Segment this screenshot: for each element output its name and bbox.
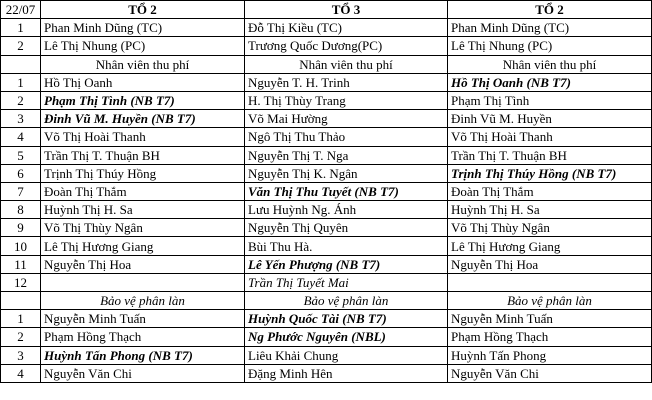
row-index[interactable]: 4 xyxy=(1,128,41,146)
cell[interactable]: Huỳnh Thị H. Sa xyxy=(448,201,652,219)
team-header-1[interactable]: TỔ 2 xyxy=(41,1,245,19)
table-row xyxy=(1,182,652,200)
cell[interactable]: Phạm Thị Tình (NB T7) xyxy=(41,91,245,109)
cell[interactable]: Ng Phước Nguyên (NBL) xyxy=(245,328,448,346)
cell[interactable]: Nguyễn Văn Chi xyxy=(41,364,245,382)
cell[interactable]: Huỳnh Quốc Tài (NB T7) xyxy=(245,310,448,328)
cell[interactable]: H. Thị Thùy Trang xyxy=(245,91,448,109)
cell[interactable]: Huỳnh Tấn Phong xyxy=(448,346,652,364)
cell[interactable]: Nguyễn Văn Chi xyxy=(448,364,652,382)
cell[interactable]: Đặng Minh Hên xyxy=(245,364,448,382)
row-index[interactable]: 5 xyxy=(1,146,41,164)
header-row xyxy=(1,1,652,19)
cell[interactable]: Nguyễn Thị Hoa xyxy=(41,255,245,273)
date-cell[interactable]: 22/07 xyxy=(1,1,41,19)
cell[interactable]: Nguyễn Thị K. Ngân xyxy=(245,164,448,182)
row-index[interactable]: 11 xyxy=(1,255,41,273)
cell[interactable] xyxy=(1,55,41,73)
cell[interactable]: Võ Thị Thùy Ngân xyxy=(448,219,652,237)
table-row xyxy=(1,128,652,146)
row-index[interactable]: 4 xyxy=(1,364,41,382)
cell[interactable]: Phạm Thị Tình xyxy=(448,91,652,109)
row-index[interactable]: 2 xyxy=(1,37,41,55)
cell[interactable]: Hồ Thị Oanh xyxy=(41,73,245,91)
cell[interactable]: Trần Thị T. Thuận BH xyxy=(41,146,245,164)
cell[interactable]: Liêu Khải Chung xyxy=(245,346,448,364)
section-row-guard xyxy=(1,292,652,310)
table-row xyxy=(1,19,652,37)
cell[interactable]: Đoàn Thị Thắm xyxy=(448,182,652,200)
table-row xyxy=(1,328,652,346)
cell[interactable]: Phan Minh Dũng (TC) xyxy=(448,19,652,37)
table-row xyxy=(1,346,652,364)
section-label[interactable]: Nhân viên thu phí xyxy=(245,55,448,73)
row-index[interactable]: 9 xyxy=(1,219,41,237)
cell[interactable]: Trịnh Thị Thúy Hồng (NB T7) xyxy=(448,164,652,182)
table-row xyxy=(1,146,652,164)
cell[interactable]: Đinh Vũ M. Huyền (NB T7) xyxy=(41,110,245,128)
cell[interactable]: Lê Thị Nhung (PC) xyxy=(41,37,245,55)
cell[interactable]: Lưu Huỳnh Ng. Ánh xyxy=(245,201,448,219)
cell[interactable]: Huỳnh Tấn Phong (NB T7) xyxy=(41,346,245,364)
cell[interactable]: Võ Mai Hường xyxy=(245,110,448,128)
cell[interactable]: Ngô Thị Thu Thảo xyxy=(245,128,448,146)
cell[interactable]: Nguyễn Thị T. Nga xyxy=(245,146,448,164)
cell[interactable]: Võ Thị Hoài Thanh xyxy=(448,128,652,146)
cell[interactable]: Võ Thị Thùy Ngân xyxy=(41,219,245,237)
team-header-3[interactable]: TỔ 2 xyxy=(448,1,652,19)
cell[interactable]: Trương Quốc Dương(PC) xyxy=(245,37,448,55)
cell[interactable]: Hồ Thị Oanh (NB T7) xyxy=(448,73,652,91)
cell[interactable]: Đỗ Thị Kiều (TC) xyxy=(245,19,448,37)
row-index[interactable]: 1 xyxy=(1,310,41,328)
cell[interactable]: Bùi Thu Hà. xyxy=(245,237,448,255)
cell[interactable] xyxy=(448,273,652,291)
cell[interactable]: Đoàn Thị Thắm xyxy=(41,182,245,200)
cell[interactable]: Nguyễn Thị Hoa xyxy=(448,255,652,273)
cell[interactable]: Trần Thị T. Thuận BH xyxy=(448,146,652,164)
cell[interactable]: Huỳnh Thị H. Sa xyxy=(41,201,245,219)
row-index[interactable]: 1 xyxy=(1,73,41,91)
row-index[interactable]: 3 xyxy=(1,110,41,128)
section-label[interactable]: Bảo vệ phân làn xyxy=(41,292,245,310)
row-index[interactable]: 3 xyxy=(1,346,41,364)
cell[interactable]: Phan Minh Dũng (TC) xyxy=(41,19,245,37)
table-row xyxy=(1,73,652,91)
cell[interactable]: Văn Thị Thu Tuyết (NB T7) xyxy=(245,182,448,200)
cell[interactable]: Phạm Hồng Thạch xyxy=(41,328,245,346)
cell[interactable]: Nguyễn Minh Tuấn xyxy=(448,310,652,328)
table-row xyxy=(1,237,652,255)
row-index[interactable]: 7 xyxy=(1,182,41,200)
cell[interactable]: Lê Thị Hương Giang xyxy=(41,237,245,255)
table-row xyxy=(1,219,652,237)
section-label[interactable]: Nhân viên thu phí xyxy=(41,55,245,73)
row-index[interactable]: 10 xyxy=(1,237,41,255)
cell[interactable]: Phạm Hồng Thạch xyxy=(448,328,652,346)
section-label[interactable]: Bảo vệ phân làn xyxy=(448,292,652,310)
cell[interactable]: Trần Thị Tuyết Mai xyxy=(245,273,448,291)
table-row xyxy=(1,273,652,291)
table-row xyxy=(1,255,652,273)
row-index[interactable]: 2 xyxy=(1,328,41,346)
section-row-fee xyxy=(1,55,652,73)
cell[interactable]: Nguyễn Minh Tuấn xyxy=(41,310,245,328)
row-index[interactable]: 2 xyxy=(1,91,41,109)
table-row xyxy=(1,310,652,328)
section-label[interactable]: Bảo vệ phân làn xyxy=(245,292,448,310)
row-index[interactable]: 1 xyxy=(1,19,41,37)
team-header-2[interactable]: TỔ 3 xyxy=(245,1,448,19)
cell[interactable] xyxy=(1,292,41,310)
row-index[interactable]: 8 xyxy=(1,201,41,219)
table-row xyxy=(1,201,652,219)
row-index[interactable]: 6 xyxy=(1,164,41,182)
row-index[interactable]: 12 xyxy=(1,273,41,291)
table-row xyxy=(1,164,652,182)
cell[interactable]: Lê Thị Hương Giang xyxy=(448,237,652,255)
section-label[interactable]: Nhân viên thu phí xyxy=(448,55,652,73)
cell[interactable]: Đinh Vũ M. Huyền xyxy=(448,110,652,128)
cell[interactable]: Nguyễn Thị Quyên xyxy=(245,219,448,237)
table-row xyxy=(1,364,652,382)
cell[interactable]: Lê Yến Phượng (NB T7) xyxy=(245,255,448,273)
table-row xyxy=(1,37,652,55)
cell[interactable]: Nguyễn T. H. Trinh xyxy=(245,73,448,91)
table-row xyxy=(1,91,652,109)
cell[interactable] xyxy=(41,273,245,291)
cell[interactable]: Lê Thị Nhung (PC) xyxy=(448,37,652,55)
cell[interactable]: Trịnh Thị Thúy Hồng xyxy=(41,164,245,182)
cell[interactable]: Võ Thị Hoài Thanh xyxy=(41,128,245,146)
table-row xyxy=(1,110,652,128)
